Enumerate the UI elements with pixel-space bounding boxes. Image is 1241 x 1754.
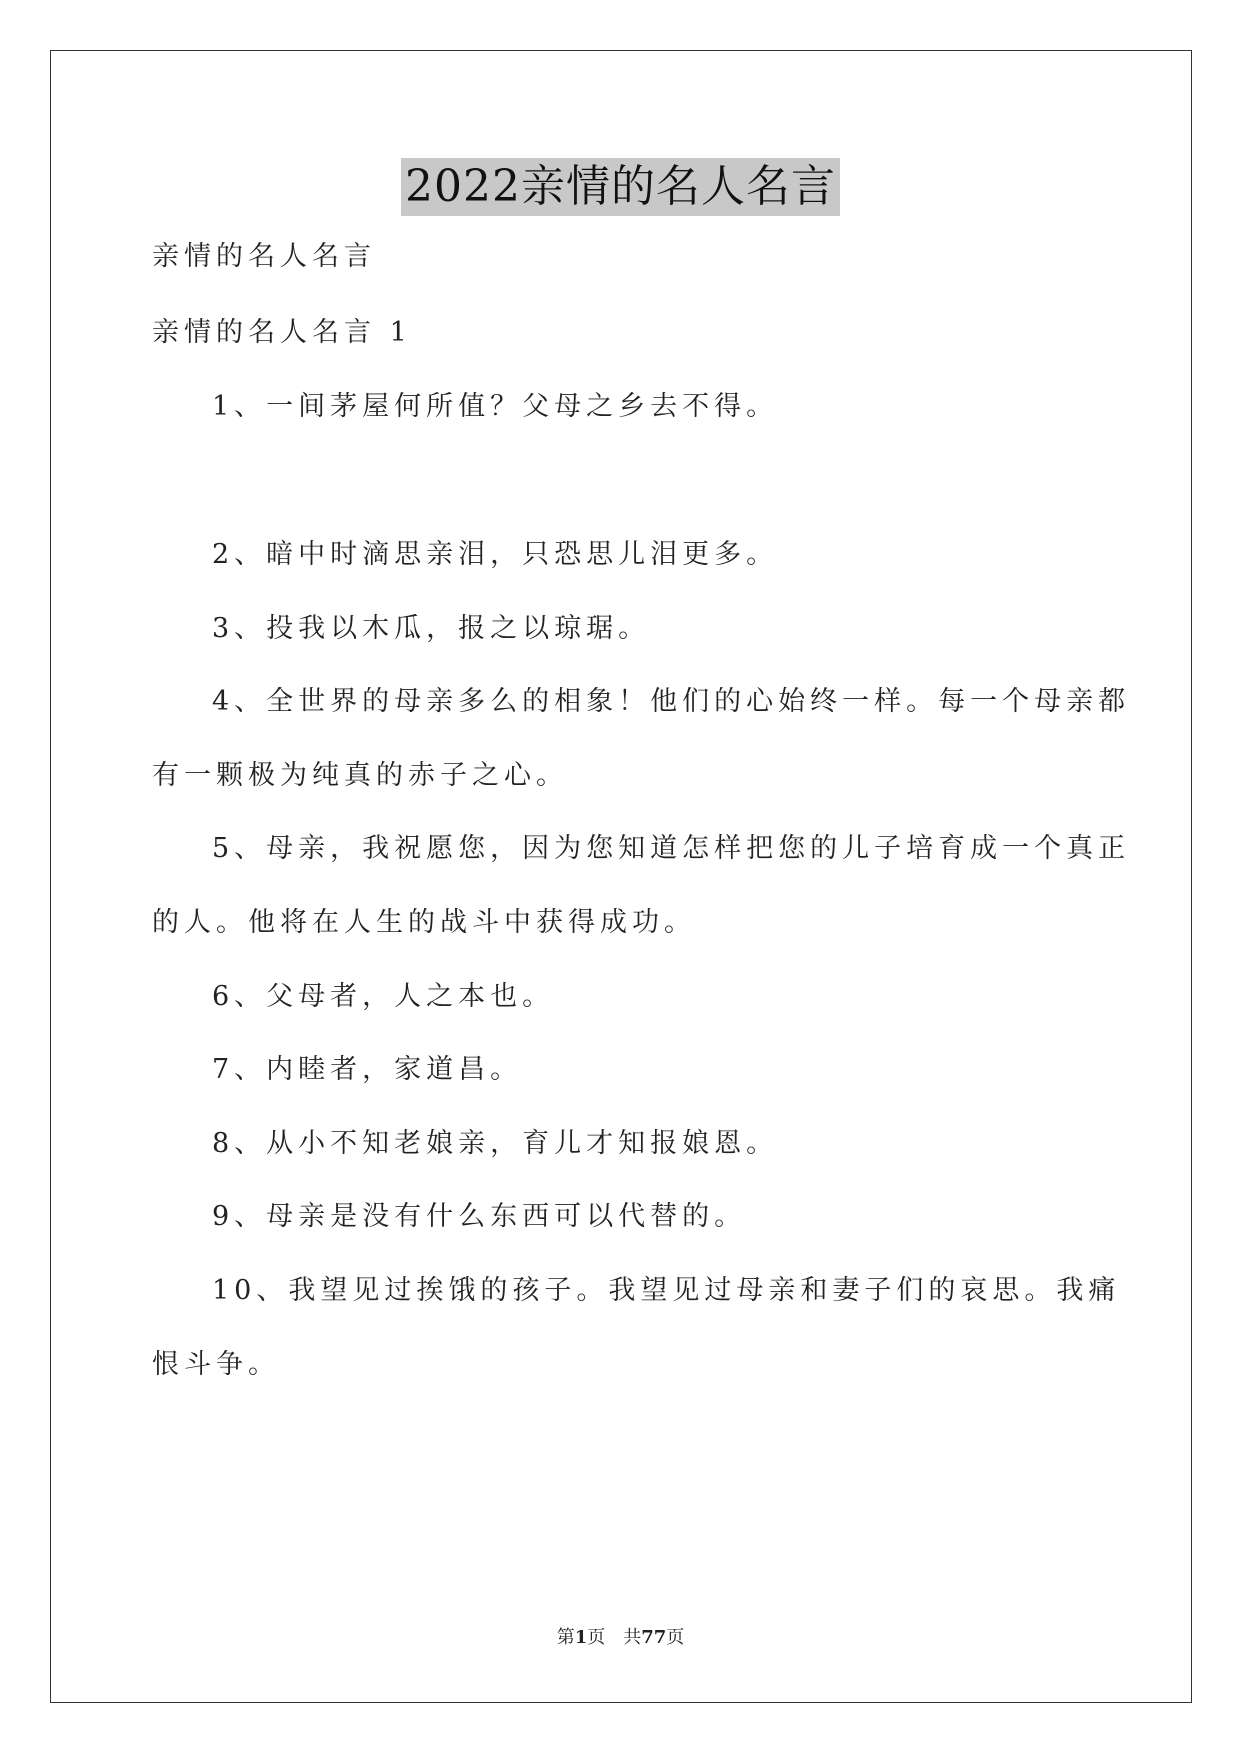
page-footer xyxy=(0,1626,1241,1650)
document-title: 2022亲情的名人名言 xyxy=(401,158,840,216)
page-border xyxy=(50,50,1192,1703)
quote-line-3: 3、投我以木瓜，报之以琼琚。 xyxy=(212,613,651,644)
quote-line-8: 8、从小不知老娘亲，育儿才知报娘恩。 xyxy=(212,1128,779,1159)
quote-line-9: 9、母亲是没有什么东西可以代替的。 xyxy=(212,1201,747,1232)
quote-line-5: 5、母亲，我祝愿您，因为您知道怎样把您的儿子培育成一个真正 xyxy=(212,833,1131,864)
quote-line-1: 1、一间茅屋何所值？父母之乡去不得。 xyxy=(212,391,779,422)
footer-page-total: 77 xyxy=(641,1627,667,1648)
quote-line-4-cont: 有一颗极为纯真的赤子之心。 xyxy=(152,760,568,791)
footer-mid: 页 共 xyxy=(587,1627,642,1648)
quote-line-6: 6、父母者，人之本也。 xyxy=(212,981,555,1012)
footer-prefix: 第 xyxy=(556,1627,575,1648)
footer-page-current: 1 xyxy=(574,1627,588,1648)
quote-line-2: 2、暗中时滴思亲泪，只恐思儿泪更多。 xyxy=(212,539,779,570)
quote-line-7: 7、内睦者，家道昌。 xyxy=(212,1054,523,1085)
footer-suffix: 页 xyxy=(666,1627,685,1648)
quote-line-10: 10、我望见过挨饿的孩子。我望见过母亲和妻子们的哀思。我痛 xyxy=(212,1275,1121,1306)
quote-line-4: 4、全世界的母亲多么的相象！他们的心始终一样。每一个母亲都 xyxy=(212,686,1131,717)
section-heading: 亲情的名人名言 1 xyxy=(152,317,412,348)
title-container xyxy=(0,158,1241,216)
quote-line-10-cont: 恨斗争。 xyxy=(152,1349,280,1380)
quote-line-5-cont: 的人。他将在人生的战斗中获得成功。 xyxy=(152,907,696,938)
document-subtitle: 亲情的名人名言 xyxy=(152,241,376,272)
